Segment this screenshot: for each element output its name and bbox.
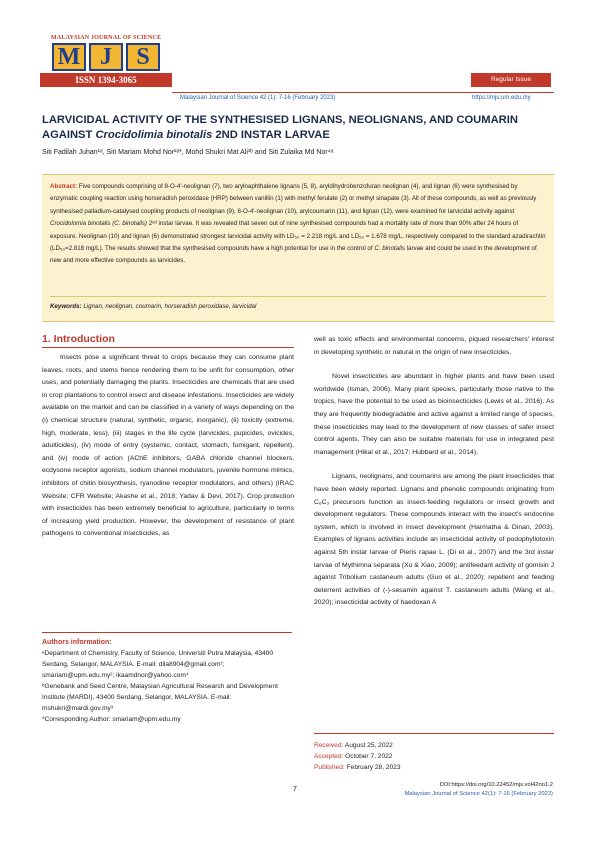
header-divider: [172, 92, 554, 93]
authors-info-heading: Authors information:: [42, 639, 112, 646]
logo-letter-j: J: [89, 43, 123, 71]
abstract-species: Crocidolomia binotalis (C. binotalis): [50, 220, 147, 228]
footer-doi-link[interactable]: DOI:https://doi.org/10.22452/mjs.vol42no1.2: [439, 782, 553, 788]
accepted-label: Accepted:: [314, 753, 344, 760]
journal-url-link[interactable]: https://mjs.um.edu.my: [472, 95, 531, 101]
logo-top-text: MALAYSIAN JOURNAL OF SCIENCE: [50, 34, 162, 41]
journal-logo: [40, 34, 172, 87]
left-column: [42, 352, 294, 553]
published-date: [314, 762, 554, 773]
article-title: [42, 113, 554, 143]
introduction-heading: 1. Introduction: [42, 333, 115, 345]
accepted-value: October 7, 2022: [343, 753, 393, 760]
abstract-text-2: 2ⁿᵈ instar larvae. It was revealed that seven out of nine synthesised compounds had a mortality rate of more than 90% after 24 hours of exposure. Neolignan (10) and lignan (6) demonstrated strongest larvicidal activity with LD₅₀ = 2.218 mg/L and LD₅₀ = 1.678 mg/L, respectively compared to the standard azadirachtin (LD₅₀=2.818 mg/L). The results showed that the synthesised compounds have a high potential for use in the control of: [50, 220, 546, 253]
published-label: Published:: [314, 764, 345, 771]
issue-type-badge: Regular Issue: [471, 73, 551, 87]
abstract-species-2: C. binotalis: [374, 245, 405, 253]
corresponding-author: *Corresponding Author: smariam@upm.edu.my: [42, 716, 181, 723]
abstract-label: Abstract:: [50, 183, 78, 190]
abstract-box: [42, 174, 554, 322]
right-column: [314, 334, 554, 622]
logo-letter-m: M: [52, 43, 86, 71]
intro-paragraph-continued: well as toxic effects and environmental concerns, piqued researchers' interest in developing synthetic or natural in the origin of new insecticides.: [314, 336, 554, 356]
affiliation-a: ᵃDepartment of Chemistry, Faculty of Science, Universiti Putra Malaysia, 43400 Serdang, Selangor, MALAYSIA. E-mail: dila8904@gmail.com¹; smariam@upm.edu.my²; ikaamdnor@yahoo.com⁴: [42, 650, 274, 679]
intro-paragraph-3: Lignans, neolignans, and coumarins are among the plant insecticides that have been widely reported. Lignans and phenolic compounds originating from C₆C₃ precursors function as insect-feeding regulators or insect growth and development regulators. These compounds interact with the insect's endocrine system, which is involved in insect development (Harmatha & Dinan, 2003). Examples of lignans activities include an insecticidal activity of podophyllotoxin against 5th instar larvae of Pieris rapae L. (Di et al., 2007) and the 3rd instar larvae of Mythimna separata (Xu & Xiao, 2009); antifeedant activity of gomisin J against Tribolium castaneum adults (Guo et al., 2020); repellent and feeding deterrent activities of (-)-sesamin against T. castaneum adults (Wang et al., 2020); insecticidal activity of haedoxan A: [314, 473, 554, 607]
section-divider: [42, 347, 294, 348]
logo-letters: [40, 43, 172, 71]
title-part-2: 2ND INSTAR LARVAE: [212, 129, 330, 141]
published-value: February 28, 2023: [344, 764, 401, 771]
logo-issn: ISSN 1394-3065: [40, 73, 172, 87]
accepted-date: [314, 751, 554, 762]
title-part-1: LARVICIDAL ACTIVITY OF THE SYNTHESISED LIGNANS, NEOLIGNANS, AND COUMARIN AGAINST: [42, 114, 518, 141]
abstract-text-3: larvae and could be used in the development of new and more effective compounds as larvicides.: [50, 245, 537, 265]
page-number: 7: [293, 786, 297, 793]
intro-paragraph-2: Novel insecticides are abundant in higher plants and have been used worldwide (Isman, 2006). Many plant species, particularly those native to the tropics, have the potential to be used as bioinsecticides (Lewis et al., 2016). As they are frequently biodegradable and active against a limited range of species, these insecticides may lead to the development of new classes of safer insect control agents. They can also be suitable materials for use in integrated pest management (Hikal et al., 2017; Hubbard et al., 2014).: [314, 373, 554, 456]
title-species: Crocidolimia binotalis: [95, 129, 213, 141]
received-date: [314, 740, 554, 751]
keywords-label: Keywords:: [50, 302, 82, 310]
article-dates: [314, 733, 554, 773]
received-label: Received:: [314, 742, 344, 749]
logo-letter-s: S: [126, 43, 160, 71]
keywords-text: Lignan, neolignan, coumarin, horseradish peroxidase, larvicidal: [81, 302, 257, 310]
authors-information: [42, 632, 292, 725]
journal-reference: Malaysian Journal of Science 42 (1): 7-16 (February 2023): [180, 95, 336, 101]
footer-journal-reference: Malaysian Journal of Science 42(1): 7-16 (February 2023): [404, 791, 553, 797]
author-list: Siti Fadilah Juhan¹ᵃ, Siti Mariam Mohd Nor²ᵃ*, Mohd Shukri Mat Ali³ᵇ and Siti Zulaika Md Nor⁴ᵃ: [42, 149, 334, 156]
keywords-line: [50, 296, 546, 313]
affiliation-b: ᵇGenebank and Seed Centre, Malaysian Agricultural Research and Development Institute (MARDI), 43400 Serdang, Selangor, MALAYSIA. E-mail: mshukri@mardi.gov.my³: [42, 683, 278, 712]
intro-paragraph-1: Insects pose a significant threat to crops because they can consume plant leaves, roots, and stems hence rendering them to be unfit for consumption, other uses, and potentially damaging the plants. Insecticides are chemicals that are used in crop plantations to control insect and disease infestations. Insecticides are widely available on the market and can be classified in a variety of ways depending on the (i) chemical structure (natural, synthetic, organic, inorganic), (ii) toxicity (extreme, high, moderate, less), (iii) stages in the life cycle (larvicides, pupicides, ovicides, adulticides), (iv) mode of entry (systemic, contact, stomach, fumigant, repellent), and (iv) mode of action (AChE inhibitors, GABA chloride channel blockers, ecdysone receptor agonists, sodium channel modulators, juvenile hormone mimics, inhibitors of chitin biosynthesis, ryanodine receptor modulators, and others) (IRAC Website; CFR Website; Akashe et al., 2018; Yadav & Devi, 2017). Crop protection with insecticides has been extremely beneficial to agriculture, particularly in terms of increasing yield production. However, the development of resistance of plant pathogens to conventional insecticides, as: [42, 354, 294, 538]
abstract-text-1: Five compounds comprising of 8-O-4′-neolignan (7), two arylnaphthalene lignans (5, 8), aryldihydrobenzofuran neolignan (4), and lignan (6) were synthesised by enzymatic coupling reaction using horseradish peroxidase (HRP) between vanillin (1) with methyl ferulate (2) or methyl sinapate (3). All of these compounds, as well as previously synthesised palladium-catalysed coupling products of neolignan (9), 8-O-4′-neolignan (10), arylcoumarin (11), and lignan (12), were examined for larvicidal activity against: [50, 183, 537, 215]
received-value: August 25, 2022: [343, 742, 393, 749]
